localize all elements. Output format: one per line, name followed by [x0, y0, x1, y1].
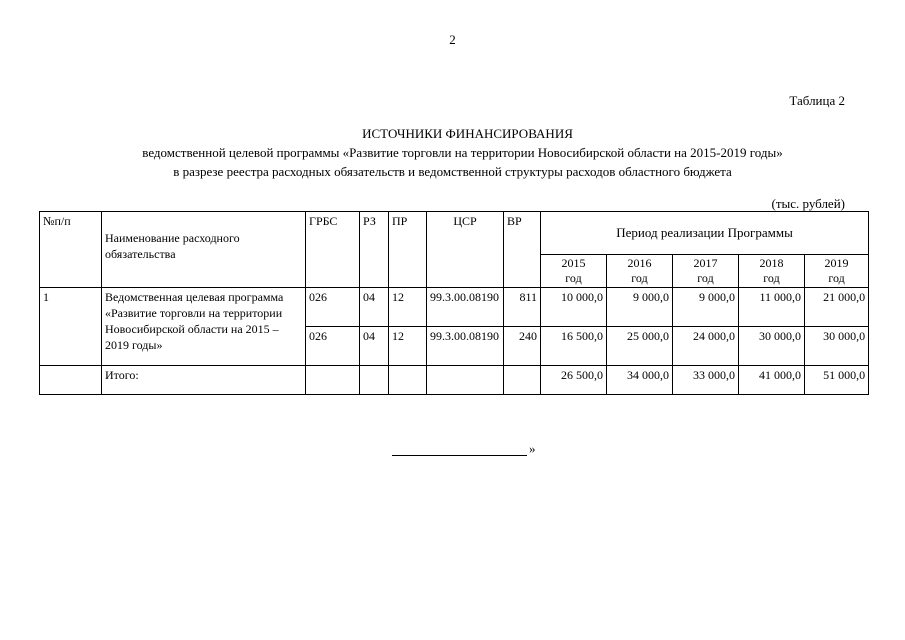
closing-quote: »	[529, 441, 536, 456]
total-value-2019: 51 000,0	[805, 366, 869, 395]
header-pr: ПР	[389, 212, 427, 288]
header-year-2016: 2016 год	[607, 255, 673, 288]
cell-vr: 240	[504, 327, 541, 366]
header-vr: ВР	[504, 212, 541, 288]
cell-value-2015: 10 000,0	[541, 288, 607, 327]
row-name: Ведомственная целевая программа «Развитие торговли на территории Новосибирской области на 2015 – 2019 годы»	[102, 288, 306, 366]
header-name: Наименование расходного обязательства	[102, 212, 306, 288]
cell-value-2018: 11 000,0	[739, 288, 805, 327]
cell-value-2018: 30 000,0	[739, 327, 805, 366]
cell-value-2017: 24 000,0	[673, 327, 739, 366]
cell-pr: 12	[389, 288, 427, 327]
total-grbs	[306, 366, 360, 395]
total-csr	[427, 366, 504, 395]
units-label: (тыс. рублей)	[771, 196, 845, 211]
total-value-2018: 41 000,0	[739, 366, 805, 395]
header-period: Период реализации Программы	[541, 212, 869, 255]
header-year-2015: 2015 год	[541, 255, 607, 288]
header-year-2017: 2017 год	[673, 255, 739, 288]
cell-rz: 04	[360, 327, 389, 366]
total-pr	[389, 366, 427, 395]
total-label: Итого:	[102, 366, 306, 395]
cell-csr: 99.3.00.08190	[427, 288, 504, 327]
cell-value-2019: 21 000,0	[805, 288, 869, 327]
total-rz	[360, 366, 389, 395]
total-value-2017: 33 000,0	[673, 366, 739, 395]
cell-grbs: 026	[306, 327, 360, 366]
header-num: №п/п	[40, 212, 102, 288]
cell-value-2016: 25 000,0	[607, 327, 673, 366]
title-block	[0, 124, 905, 181]
header-grbs: ГРБС	[306, 212, 360, 288]
financing-table	[39, 211, 869, 395]
cell-vr: 811	[504, 288, 541, 327]
cell-pr: 12	[389, 327, 427, 366]
title-line-1: ИСТОЧНИКИ ФИНАНСИРОВАНИЯ	[362, 126, 573, 141]
total-row	[40, 366, 869, 395]
closing-line	[392, 443, 527, 456]
header-csr: ЦСР	[427, 212, 504, 288]
table-label: Таблица 2	[789, 93, 845, 108]
total-value-2015: 26 500,0	[541, 366, 607, 395]
row-num: 1	[40, 288, 102, 366]
cell-value-2015: 16 500,0	[541, 327, 607, 366]
total-vr	[504, 366, 541, 395]
cell-value-2017: 9 000,0	[673, 288, 739, 327]
total-value-2016: 34 000,0	[607, 366, 673, 395]
total-num	[40, 366, 102, 395]
cell-value-2019: 30 000,0	[805, 327, 869, 366]
title-line-3: в разрезе реестра расходных обязательств и ведомственной структуры расходов областного бюджета	[173, 164, 732, 179]
page-number: 2	[449, 32, 456, 47]
header-row	[40, 212, 869, 255]
header-rz: РЗ	[360, 212, 389, 288]
cell-csr: 99.3.00.08190	[427, 327, 504, 366]
table-row	[40, 288, 869, 327]
header-year-2019: 2019 год	[805, 255, 869, 288]
cell-grbs: 026	[306, 288, 360, 327]
header-year-2018: 2018 год	[739, 255, 805, 288]
cell-rz: 04	[360, 288, 389, 327]
cell-value-2016: 9 000,0	[607, 288, 673, 327]
title-line-2: ведомственной целевой программы «Развитие торговли на территории Новосибирской области на 2015-2019 годы»	[142, 145, 783, 160]
